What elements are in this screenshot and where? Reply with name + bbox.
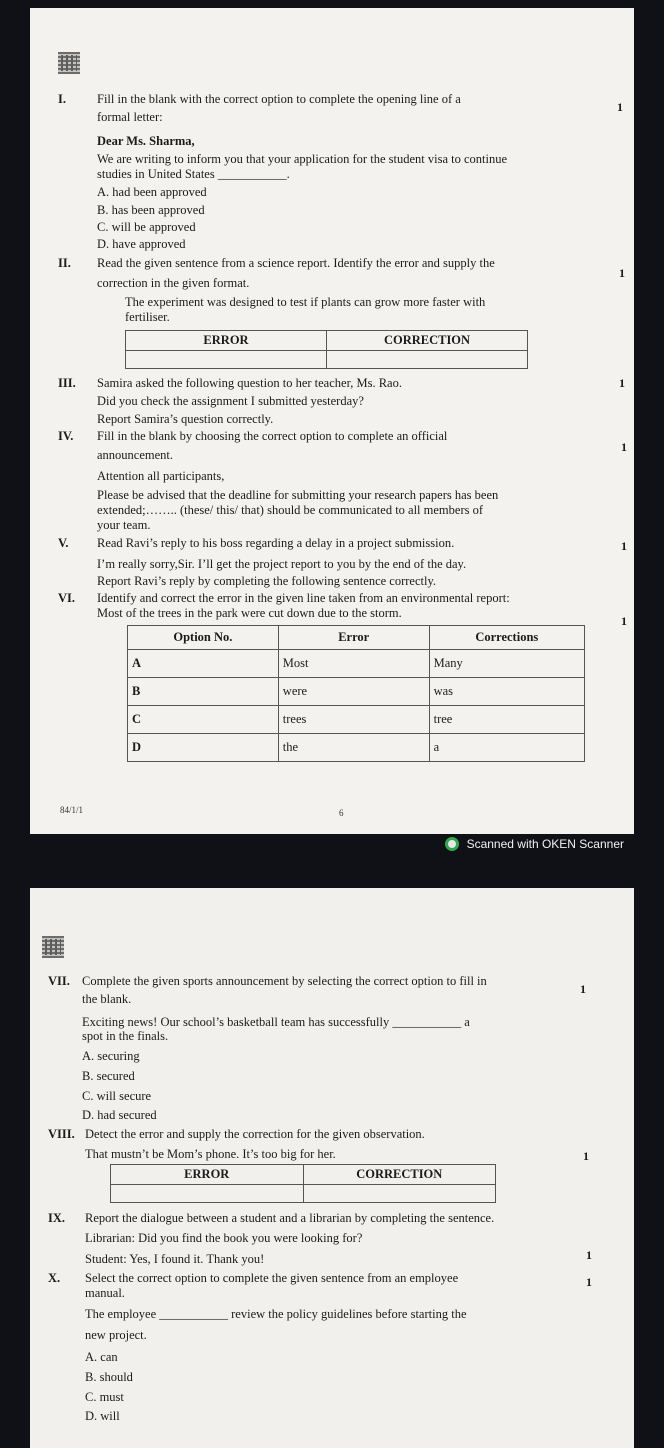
q7-text-line2: the blank. bbox=[82, 992, 132, 1006]
q8-error-header: ERROR bbox=[111, 1165, 304, 1185]
q9-marks: 1 bbox=[586, 1248, 592, 1262]
q2-text-line2: correction in the given format. bbox=[97, 276, 250, 290]
q4-text-line2: announcement. bbox=[97, 448, 174, 462]
q6-options-table bbox=[127, 625, 585, 762]
scanner-label: Scanned with OKEN Scanner bbox=[466, 837, 624, 851]
q3-text-line2: Did you check the assignment I submitted yesterday? bbox=[97, 394, 364, 408]
q8-text-line2: That mustn’t be Mom’s phone. It’s too big for her. bbox=[85, 1147, 336, 1161]
q7-marks: 1 bbox=[580, 982, 586, 996]
q1-text-line1: Fill in the blank with the correct option to complete the opening line of a bbox=[97, 92, 461, 106]
q4-number: IV. bbox=[58, 429, 74, 443]
q4-text-line6: your team. bbox=[97, 518, 151, 532]
q5-text-line3: Report Ravi’s reply by completing the following sentence correctly. bbox=[97, 574, 437, 588]
q2-sentence-line2: fertiliser. bbox=[125, 310, 170, 324]
q6-row-c-option: C bbox=[128, 706, 279, 734]
q7-option-b: B. secured bbox=[82, 1069, 135, 1083]
q8-correction-header: CORRECTION bbox=[303, 1165, 496, 1185]
q1-number: I. bbox=[58, 92, 66, 106]
q6-row-a-error: Most bbox=[278, 650, 429, 678]
q6-text-line2: Most of the trees in the park were cut down due to the storm. bbox=[97, 606, 402, 620]
q7-number: VII. bbox=[48, 974, 70, 988]
q5-number: V. bbox=[58, 536, 69, 550]
q6-row-a-correction: Many bbox=[429, 650, 584, 678]
exam-page-2 bbox=[30, 888, 634, 1448]
q6-row-b-error: were bbox=[278, 678, 429, 706]
qr-code-icon bbox=[58, 52, 80, 74]
q2-answer-table bbox=[125, 330, 528, 369]
q10-option-b: B. should bbox=[85, 1370, 133, 1384]
q2-number: II. bbox=[58, 256, 71, 270]
table-row bbox=[128, 734, 585, 762]
q10-text-line2: manual. bbox=[85, 1286, 125, 1300]
q3-text-line1: Samira asked the following question to her teacher, Ms. Rao. bbox=[97, 376, 402, 390]
q10-text-line4: new project. bbox=[85, 1328, 147, 1342]
q5-text-line1: Read Ravi’s reply to his boss regarding a delay in a project submission. bbox=[97, 536, 455, 550]
q6-row-b-option: B bbox=[128, 678, 279, 706]
page-number: 6 bbox=[339, 808, 344, 818]
q3-marks: 1 bbox=[619, 376, 625, 390]
q5-text-line2: I’m really sorry,Sir. I’ll get the project report to you by the end of the day. bbox=[97, 557, 467, 571]
q4-marks: 1 bbox=[621, 440, 627, 454]
q3-number: III. bbox=[58, 376, 76, 390]
q1-body-line2: studies in United States ___________. bbox=[97, 167, 290, 181]
q8-number: VIII. bbox=[48, 1127, 75, 1141]
table-row bbox=[128, 706, 585, 734]
q1-option-c: C. will be approved bbox=[97, 220, 196, 234]
q4-text-line3: Attention all participants, bbox=[97, 469, 225, 483]
q4-text-line5: extended;…….. (these/ this/ that) should be communicated to all members of bbox=[97, 503, 484, 517]
q9-number: IX. bbox=[48, 1211, 66, 1225]
q8-text-line1: Detect the error and supply the correction for the given observation. bbox=[85, 1127, 425, 1141]
q10-marks: 1 bbox=[586, 1275, 592, 1289]
q2-text-line1: Read the given sentence from a science report. Identify the error and supply the bbox=[97, 256, 495, 270]
table-row bbox=[128, 650, 585, 678]
q1-option-a: A. had been approved bbox=[97, 185, 207, 199]
q7-option-c: C. will secure bbox=[82, 1089, 152, 1103]
q7-text-line4: spot in the finals. bbox=[82, 1029, 169, 1043]
q9-text-line3: Student: Yes, I found it. Thank you! bbox=[85, 1252, 265, 1266]
q6-header-corrections: Corrections bbox=[429, 626, 584, 650]
scanner-watermark bbox=[445, 837, 624, 851]
q6-row-c-correction: tree bbox=[429, 706, 584, 734]
q6-row-d-error: the bbox=[278, 734, 429, 762]
q6-row-d-correction: a bbox=[429, 734, 584, 762]
oken-scanner-logo-icon bbox=[445, 837, 459, 851]
q2-error-header: ERROR bbox=[126, 331, 327, 351]
q6-row-d-option: D bbox=[128, 734, 279, 762]
q2-correction-cell[interactable] bbox=[327, 351, 528, 369]
q2-correction-header: CORRECTION bbox=[327, 331, 528, 351]
q6-row-c-error: trees bbox=[278, 706, 429, 734]
q8-error-cell[interactable] bbox=[111, 1185, 304, 1203]
q6-text-line1: Identify and correct the error in the given line taken from an environmental report: bbox=[97, 591, 510, 605]
q5-marks: 1 bbox=[621, 539, 627, 553]
q10-text-line3: The employee ___________ review the policy guidelines before starting the bbox=[85, 1307, 467, 1321]
q7-option-a: A. securing bbox=[82, 1049, 140, 1063]
q2-error-cell[interactable] bbox=[126, 351, 327, 369]
exam-page-1 bbox=[30, 8, 634, 834]
q1-marks: 1 bbox=[617, 100, 623, 114]
q6-row-a-option: A bbox=[128, 650, 279, 678]
q2-marks: 1 bbox=[619, 266, 625, 280]
q2-sentence-line1: The experiment was designed to test if plants can grow more faster with bbox=[125, 295, 486, 309]
table-row bbox=[128, 678, 585, 706]
q8-correction-cell[interactable] bbox=[303, 1185, 496, 1203]
q10-option-c: C. must bbox=[85, 1390, 124, 1404]
q1-salutation: Dear Ms. Sharma, bbox=[97, 134, 195, 148]
q10-number: X. bbox=[48, 1271, 61, 1285]
q8-answer-table bbox=[110, 1164, 496, 1203]
q1-option-b: B. has been approved bbox=[97, 203, 205, 217]
q1-body-line1: We are writing to inform you that your application for the student visa to continue bbox=[97, 152, 508, 166]
q8-marks: 1 bbox=[583, 1149, 589, 1163]
q1-option-d: D. have approved bbox=[97, 237, 186, 251]
q9-text-line1: Report the dialogue between a student and a librarian by completing the sentence. bbox=[85, 1211, 495, 1225]
q6-marks: 1 bbox=[621, 614, 627, 628]
q7-text-line1: Complete the given sports announcement by selecting the correct option to fill in bbox=[82, 974, 487, 988]
q6-row-b-correction: was bbox=[429, 678, 584, 706]
q1-text-line2: formal letter: bbox=[97, 110, 163, 124]
q3-text-line3: Report Samira’s question correctly. bbox=[97, 412, 274, 426]
q10-text-line1: Select the correct option to complete the given sentence from an employee bbox=[85, 1271, 459, 1285]
q9-text-line2: Librarian: Did you find the book you were looking for? bbox=[85, 1231, 363, 1245]
qr-code-icon bbox=[42, 936, 64, 958]
q4-text-line4: Please be advised that the deadline for submitting your research papers has been bbox=[97, 488, 499, 502]
q6-number: VI. bbox=[58, 591, 76, 605]
q6-header-option: Option No. bbox=[128, 626, 279, 650]
q4-text-line1: Fill in the blank by choosing the correct option to complete an official bbox=[97, 429, 448, 443]
q10-option-d: D. will bbox=[85, 1409, 120, 1423]
q6-header-error: Error bbox=[278, 626, 429, 650]
q10-option-a: A. can bbox=[85, 1350, 118, 1364]
q7-option-d: D. had secured bbox=[82, 1108, 157, 1122]
footer-code: 84/1/1 bbox=[60, 805, 84, 815]
q7-text-line3: Exciting news! Our school’s basketball team has successfully ___________ a bbox=[82, 1015, 470, 1029]
